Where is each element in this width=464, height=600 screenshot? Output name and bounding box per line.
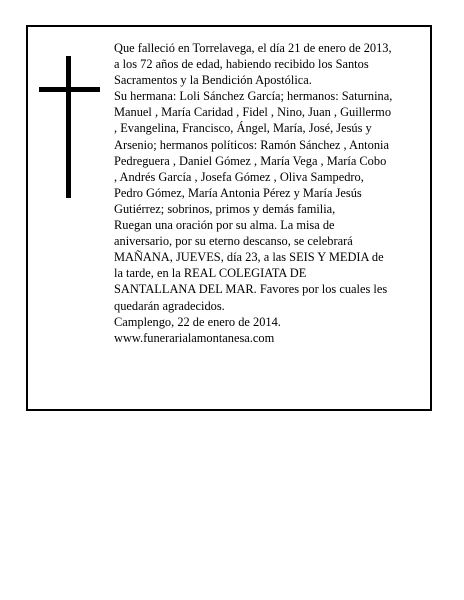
text-line: Manuel , María Caridad , Fidel , Nino, Juan , Guillermo (114, 105, 392, 120)
cross-vertical-bar (66, 56, 71, 198)
text-line: la tarde, en la REAL COLEGIATA DE (114, 266, 307, 281)
cross-icon (39, 56, 100, 198)
text-line: SANTALLANA DEL MAR. Favores por los cuales les (114, 282, 388, 297)
text-line: , Evangelina, Francisco, Ángel, María, José, Jesús y (114, 121, 372, 136)
text-line: Arsenio; hermanos políticos: Ramón Sánchez , Antonia (114, 137, 389, 152)
text-line: Pedro Gómez, María Antonia Pérez y María Jesús (114, 185, 362, 200)
text-line: aniversario, por su eterno descanso, se celebrará (114, 234, 353, 249)
cross-horizontal-bar (39, 87, 100, 92)
obituary-text (114, 40, 426, 346)
text-line: Gutiérrez; sobrinos, primos y demás familia, (114, 201, 336, 216)
text-line: , Andrés García , Josefa Gómez , Oliva Sampedro, (114, 169, 364, 184)
text-line: Ruegan una oración por su alma. La misa de (114, 218, 335, 233)
text-line: Su hermana: Loli Sánchez García; hermanos: Saturnina, (114, 89, 393, 104)
obituary-notice (26, 25, 432, 411)
text-line: Pedreguera , Daniel Gómez , María Vega , María Cobo (114, 153, 387, 168)
text-line: a los 72 años de edad, habiendo recibido los Santos (114, 57, 369, 72)
text-line: Que falleció en Torrelavega, el día 21 de enero de 2013, (114, 41, 392, 55)
text-line: Sacramentos y la Bendición Apostólica. (114, 73, 312, 88)
text-line: Camplengo, 22 de enero de 2014. (114, 314, 281, 329)
text-line: MAÑANA, JUEVES, día 23, a las SEIS Y MEDIA de (114, 250, 384, 265)
website-link[interactable]: www.funerarialamontanesa.com (114, 330, 275, 345)
text-line: quedarán agradecidos. (114, 298, 225, 313)
